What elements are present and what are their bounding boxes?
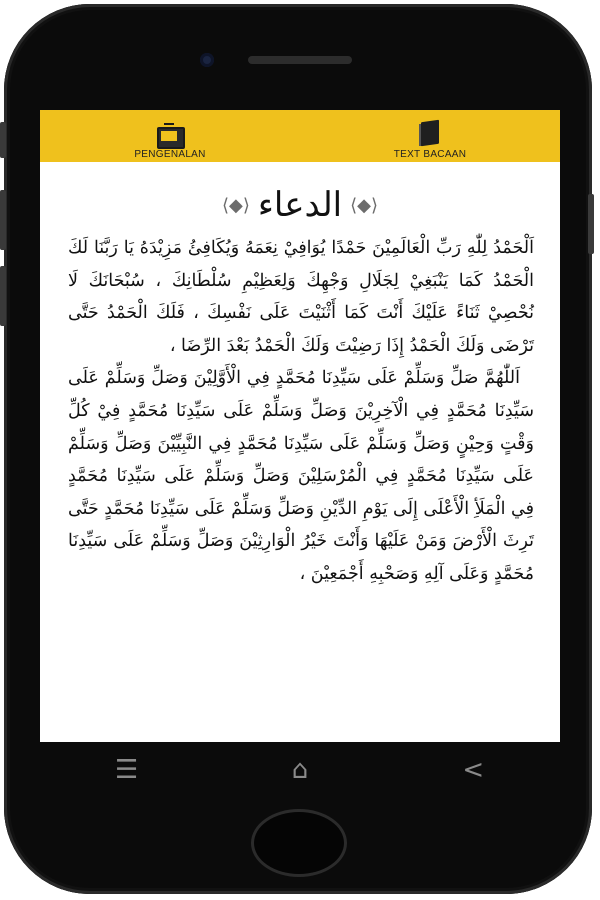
book-icon [417,119,443,147]
menu-icon[interactable]: ☰ [115,755,139,785]
front-camera [200,53,214,67]
volume-button [0,266,6,326]
system-nav-bar [40,742,560,798]
ornament-left: ⟨◆⟩ [221,194,250,216]
tab-text-bacaan[interactable] [370,110,490,162]
ornament-right: ⟨◆⟩ [350,194,379,216]
power-button [588,194,594,254]
tv-icon [155,123,185,147]
page-title: الدعاء [257,185,343,225]
prayer-paragraph: اَللّٰهُمَّ صَلِّ وَسَلِّمْ عَلَى سَيِّدِنَا مُحَمَّدٍ فِي الْأَوَّلِيْنَ وَصَلِّ وَسَلِّمْ عَلَى سَيِّدِنَا مُحَمَّدٍ فِي الْآخِرِيْنَ وَصَلِّ وَسَلِّمْ عَلَى سَيِّدِنَا مُحَمَّدٍ فِيْ كُلِّ وَقْتٍ وَحِيْنٍ وَصَلِّ وَسَلِّمْ عَلَى سَيِّدِنَا مُحَمَّدٍ فِي النَّبِيِّيْنَ وَصَلِّ وَسَلِّمْ عَلَى سَيِّدِنَا مُحَمَّدٍ فِي الْمُرْسَلِيْنَ وَصَلِّ وَسَلِّمْ عَلَى سَيِّدِنَا مُحَمَّدٍ فِي الْمَلَأِ الْأَعْلَى إِلَى يَوْمِ الدِّيْنِ وَصَلِّ وَسَلِّمْ عَلَى سَيِّدِنَا مُحَمَّدٍ حَتَّى تَرِثَ الْأَرْضَ وَمَنْ عَلَيْهَا وَأَنْتَ خَيْرُ الْوَارِثِيْنَ وَصَلِّ وَسَلِّمْ عَلَى سَيِّدِنَا مُحَمَّدٍ وَعَلَى آلِهِ وَصَحْبِهِ أَجْمَعِيْنَ ، [68,368,534,584]
prayer-text [68,232,534,591]
tab-label: TEXT BACAAN [393,149,467,160]
app-screen [40,110,560,742]
physical-home-button[interactable] [254,812,344,874]
volume-button [0,190,6,250]
tab-label: PENGENALAN [134,149,206,160]
prayer-paragraph: اَلْحَمْدُ لِلّٰهِ رَبِّ الْعَالَمِيْنَ حَمْدًا يُوَافِيْ نِعَمَهُ وَيُكَافِئُ مَزِيْدَهُ يَا رَبَّنَا لَكَ الْحَمْدُ كَمَا يَنْبَغِيْ لِجَلَالِ وَجْهِكَ وَلِعَظِيْمِ سُلْطَانِكَ ، سُبْحَانَكَ لَا نُحْصِيْ ثَنَاءً عَلَيْكَ أَنْتَ كَمَا أَثْنَيْتَ عَلَى نَفْسِكَ ، فَلَكَ الْحَمْدُ حَتَّى تَرْضَى وَلَكَ الْحَمْدُ إِذَا رَضِيْتَ وَلَكَ الْحَمْدُ بَعْدَ الرِّضَا ، [68,238,534,356]
earpiece-speaker [248,56,352,64]
app-tab-bar [40,110,560,162]
volume-button [0,122,6,158]
tab-pengenalan[interactable] [110,110,230,162]
back-icon[interactable]: < [462,755,485,785]
page-title-block [40,180,560,230]
home-icon[interactable]: ⌂ [291,755,309,785]
